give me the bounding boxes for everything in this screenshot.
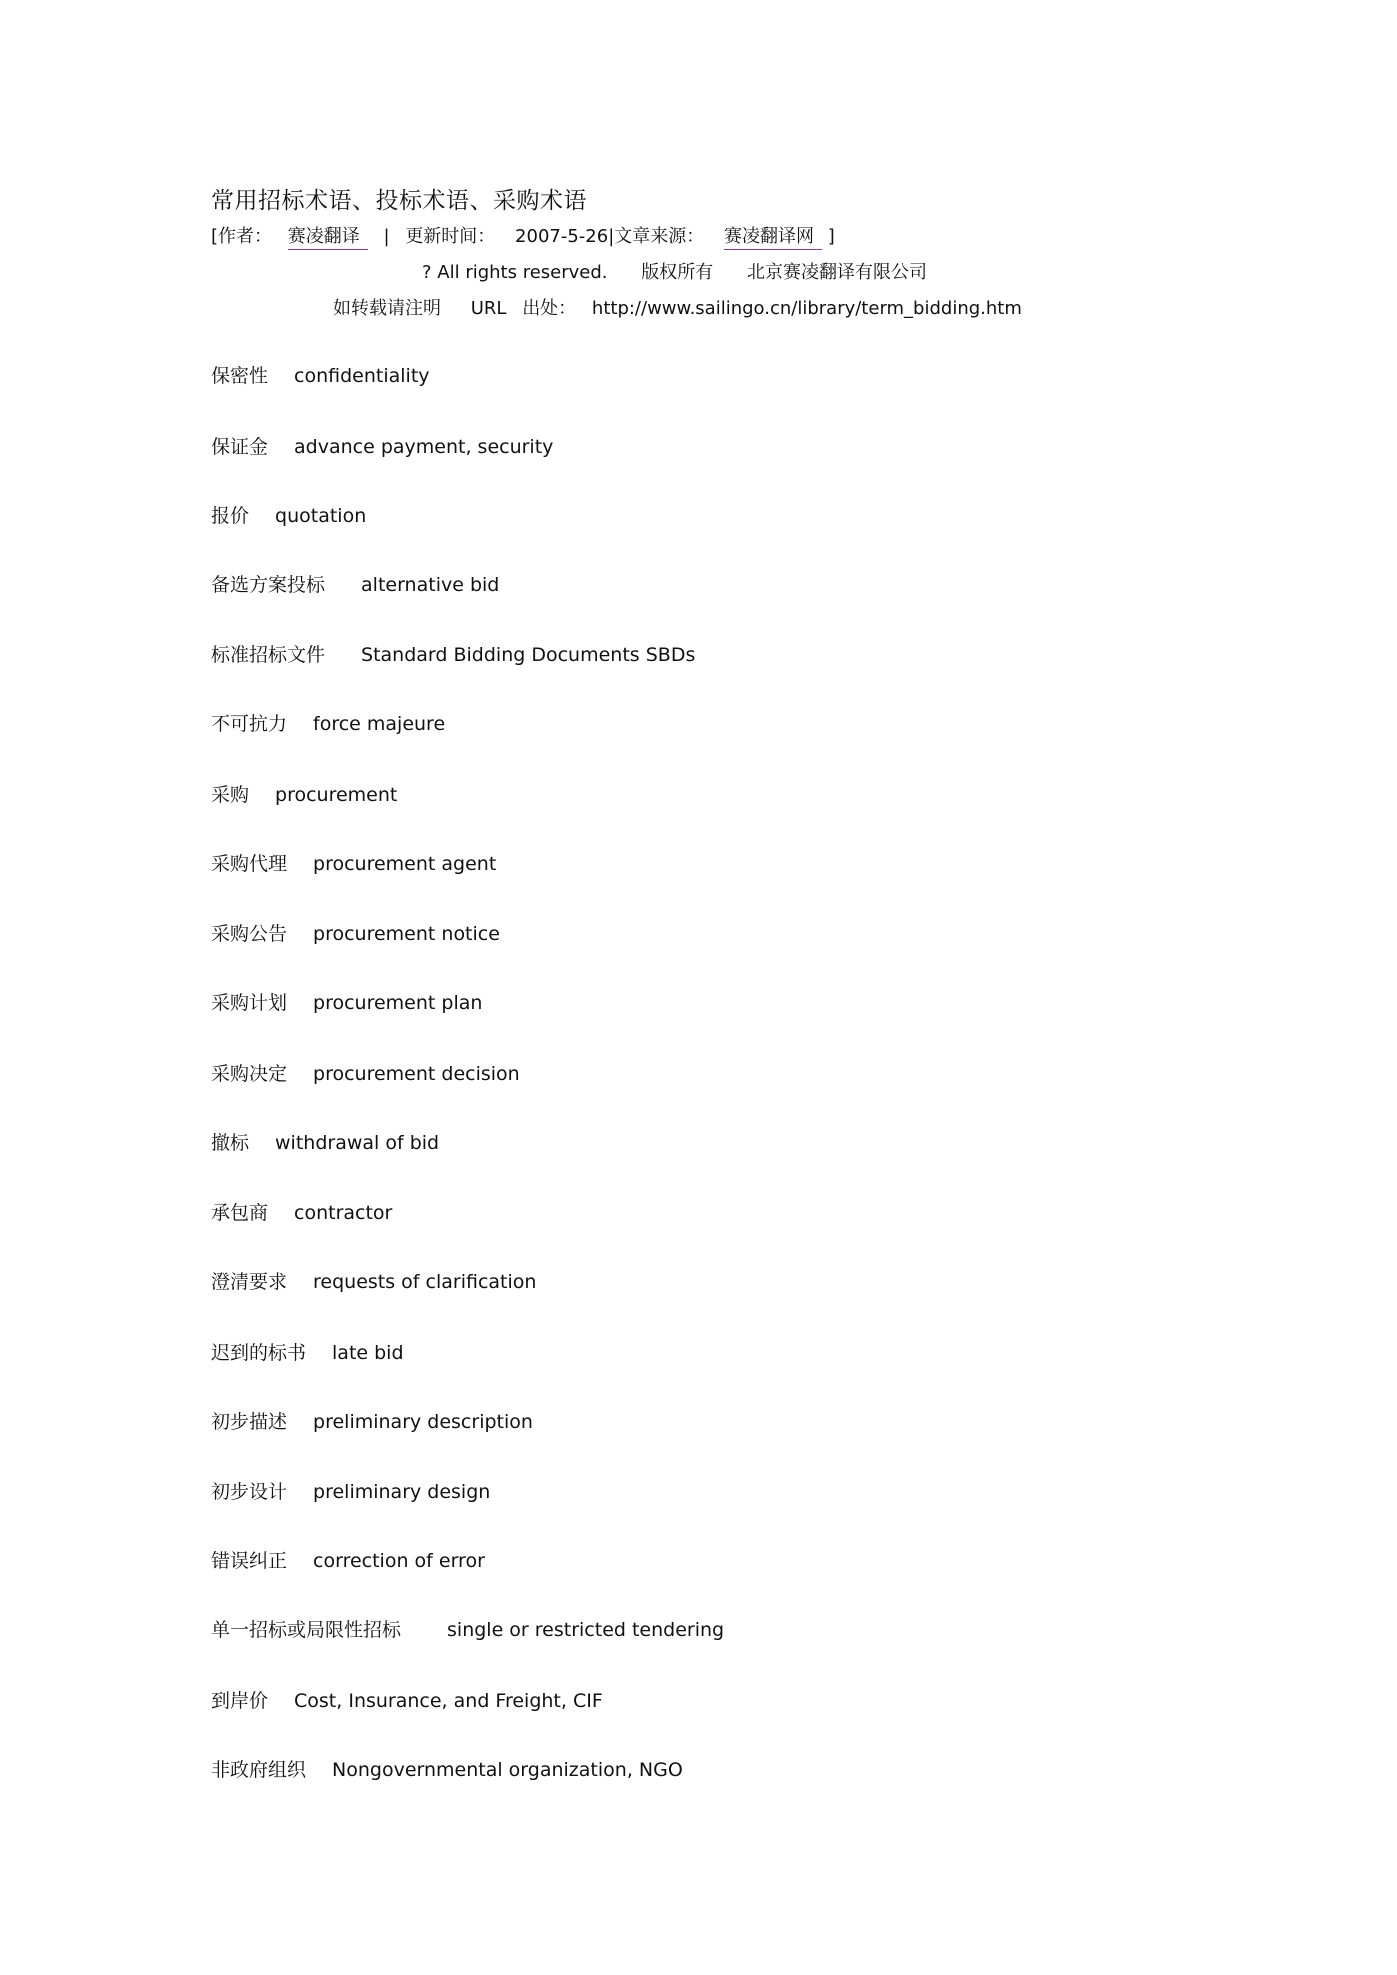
meta-open-bracket: [ xyxy=(211,226,219,247)
term-zh: 到岸价 xyxy=(211,1690,269,1712)
term-item xyxy=(211,432,553,459)
term-zh: 保证金 xyxy=(211,436,269,458)
term-zh: 初步描述 xyxy=(211,1411,288,1433)
term-zh: 撤标 xyxy=(211,1132,250,1154)
author-link[interactable]: 赛凌翻译 xyxy=(288,222,368,250)
term-item xyxy=(211,361,430,388)
source-label: 文章来源： xyxy=(614,226,705,247)
term-zh: 非政府组织 xyxy=(211,1759,307,1781)
term-item xyxy=(211,919,500,946)
term-en: preliminary design xyxy=(313,1481,491,1503)
page-title: 常用招标术语、投标术语、采购术语 xyxy=(211,188,587,214)
owner-label: 版权所有 xyxy=(641,262,714,283)
term-item xyxy=(211,1755,683,1782)
term-list xyxy=(211,0,1311,1975)
term-item xyxy=(211,640,695,667)
term-en: preliminary description xyxy=(313,1411,533,1433)
term-item xyxy=(211,570,499,597)
rights-text: ? All rights reserved. xyxy=(422,262,608,283)
term-en: procurement xyxy=(275,784,398,806)
term-en: Nongovernmental organization, NGO xyxy=(332,1759,683,1781)
source-link[interactable]: 赛凌翻译网 xyxy=(724,222,822,250)
term-item xyxy=(211,1477,490,1504)
meta-close-bracket: ] xyxy=(827,226,835,247)
term-zh: 迟到的标书 xyxy=(211,1342,307,1364)
term-en: late bid xyxy=(332,1342,404,1364)
term-en: procurement decision xyxy=(313,1063,520,1085)
term-en: confidentiality xyxy=(294,365,430,387)
term-item xyxy=(211,1267,536,1294)
meta-separator: | xyxy=(383,226,390,247)
owner-name: 北京赛凌翻译有限公司 xyxy=(746,262,927,283)
term-en: procurement notice xyxy=(313,923,500,945)
updated-label: 更新时间： xyxy=(405,226,496,247)
term-item xyxy=(211,1338,404,1365)
term-zh: 采购 xyxy=(211,784,250,806)
term-en: requests of clarification xyxy=(313,1271,537,1293)
term-item xyxy=(211,1615,724,1642)
updated-date: 2007-5-26| xyxy=(515,226,615,247)
term-item xyxy=(211,1407,533,1434)
source-url-label: 出处： xyxy=(522,298,577,319)
term-zh: 标准招标文件 xyxy=(211,644,326,666)
term-en: Standard Bidding Documents SBDs xyxy=(361,644,696,666)
term-en: single or restricted tendering xyxy=(447,1619,725,1641)
term-zh: 保密性 xyxy=(211,365,269,387)
term-zh: 初步设计 xyxy=(211,1481,288,1503)
term-item xyxy=(211,988,482,1015)
term-en: quotation xyxy=(275,505,367,527)
term-en: advance payment, security xyxy=(294,436,554,458)
term-zh: 澄清要求 xyxy=(211,1271,288,1293)
term-item xyxy=(211,1546,485,1573)
term-item xyxy=(211,849,496,876)
term-zh: 采购计划 xyxy=(211,992,288,1014)
source-url[interactable]: http://www.sailingo.cn/library/term_bidding.htm xyxy=(591,298,1022,319)
term-zh: 采购决定 xyxy=(211,1063,288,1085)
term-zh: 不可抗力 xyxy=(211,713,288,735)
term-item xyxy=(211,1059,520,1086)
term-en: procurement plan xyxy=(313,992,483,1014)
term-zh: 采购代理 xyxy=(211,853,288,875)
term-en: correction of error xyxy=(313,1550,485,1572)
term-zh: 单一招标或局限性招标 xyxy=(211,1619,402,1641)
term-en: contractor xyxy=(294,1202,393,1224)
term-item xyxy=(211,501,366,528)
term-item xyxy=(211,1198,392,1225)
term-en: withdrawal of bid xyxy=(275,1132,440,1154)
url-label: URL xyxy=(470,298,507,319)
term-item xyxy=(211,1128,439,1155)
term-en: Cost, Insurance, and Freight, CIF xyxy=(294,1690,603,1712)
term-zh: 备选方案投标 xyxy=(211,574,326,596)
term-zh: 采购公告 xyxy=(211,923,288,945)
term-zh: 报价 xyxy=(211,505,250,527)
author-label: 作者： xyxy=(218,226,273,247)
term-item xyxy=(211,780,397,807)
term-en: alternative bid xyxy=(361,574,500,596)
term-zh: 错误纠正 xyxy=(211,1550,288,1572)
term-en: force majeure xyxy=(313,713,446,735)
term-item xyxy=(211,1686,603,1713)
term-en: procurement agent xyxy=(313,853,497,875)
term-item xyxy=(211,709,445,736)
reprint-label: 如转载请注明 xyxy=(333,298,441,319)
term-zh: 承包商 xyxy=(211,1202,269,1224)
